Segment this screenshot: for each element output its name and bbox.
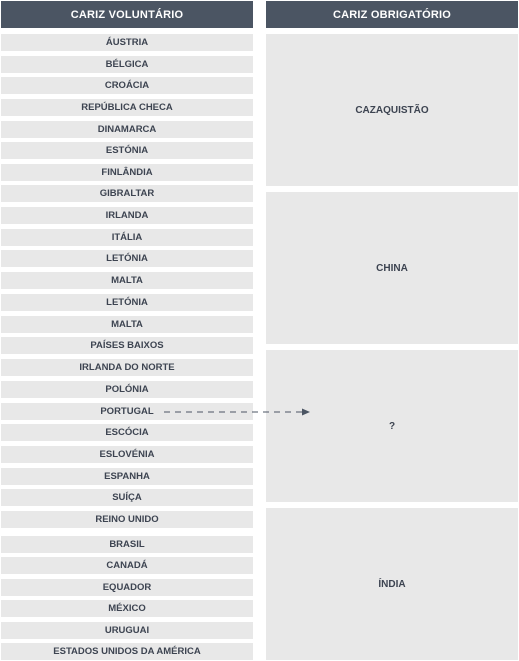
voluntary-item: FINLÂNDIA: [1, 164, 253, 181]
voluntary-item: ÁUSTRIA: [1, 34, 253, 51]
voluntary-item: ESTADOS UNIDOS DA AMÉRICA: [1, 643, 253, 660]
voluntary-item: URUGUAI: [1, 622, 253, 639]
voluntary-item: REINO UNIDO: [1, 511, 253, 528]
voluntary-item: ESTÓNIA: [1, 142, 253, 159]
voluntary-item: DINAMARCA: [1, 121, 253, 138]
voluntary-item: CROÁCIA: [1, 77, 253, 94]
voluntary-item: MALTA: [1, 272, 253, 289]
voluntary-item: IRLANDA DO NORTE: [1, 359, 253, 376]
voluntary-item: EQUADOR: [1, 579, 253, 596]
voluntary-item: PAÍSES BAIXOS: [1, 337, 253, 354]
mandatory-header: CARIZ OBRIGATÓRIO: [266, 1, 518, 28]
voluntary-item: MALTA: [1, 316, 253, 333]
voluntary-item: LETÓNIA: [1, 294, 253, 311]
voluntary-item: ESLOVÉNIA: [1, 446, 253, 463]
voluntary-item: PORTUGAL: [1, 403, 253, 420]
voluntary-item: MÉXICO: [1, 600, 253, 617]
voluntary-item: ESPANHA: [1, 468, 253, 485]
portugal-arrow-head: [302, 409, 310, 416]
voluntary-item: REPÚBLICA CHECA: [1, 99, 253, 116]
voluntary-header: CARIZ VOLUNTÁRIO: [1, 1, 253, 28]
voluntary-item: POLÓNIA: [1, 381, 253, 398]
voluntary-item: SUÍÇA: [1, 489, 253, 506]
mandatory-group-china: CHINA: [266, 192, 518, 344]
voluntary-item: BRASIL: [1, 536, 253, 553]
mandatory-group-unknown: ?: [266, 350, 518, 502]
voluntary-item: GIBRALTAR: [1, 185, 253, 202]
voluntary-item: BÉLGICA: [1, 56, 253, 73]
mandatory-group-kazakhstan: CAZAQUISTÃO: [266, 34, 518, 186]
voluntary-item: ITÁLIA: [1, 229, 253, 246]
voluntary-item: ESCÓCIA: [1, 424, 253, 441]
mandatory-group-india: ÍNDIA: [266, 508, 518, 660]
voluntary-item: IRLANDA: [1, 207, 253, 224]
voluntary-item: LETÓNIA: [1, 250, 253, 267]
voluntary-item: CANADÁ: [1, 557, 253, 574]
